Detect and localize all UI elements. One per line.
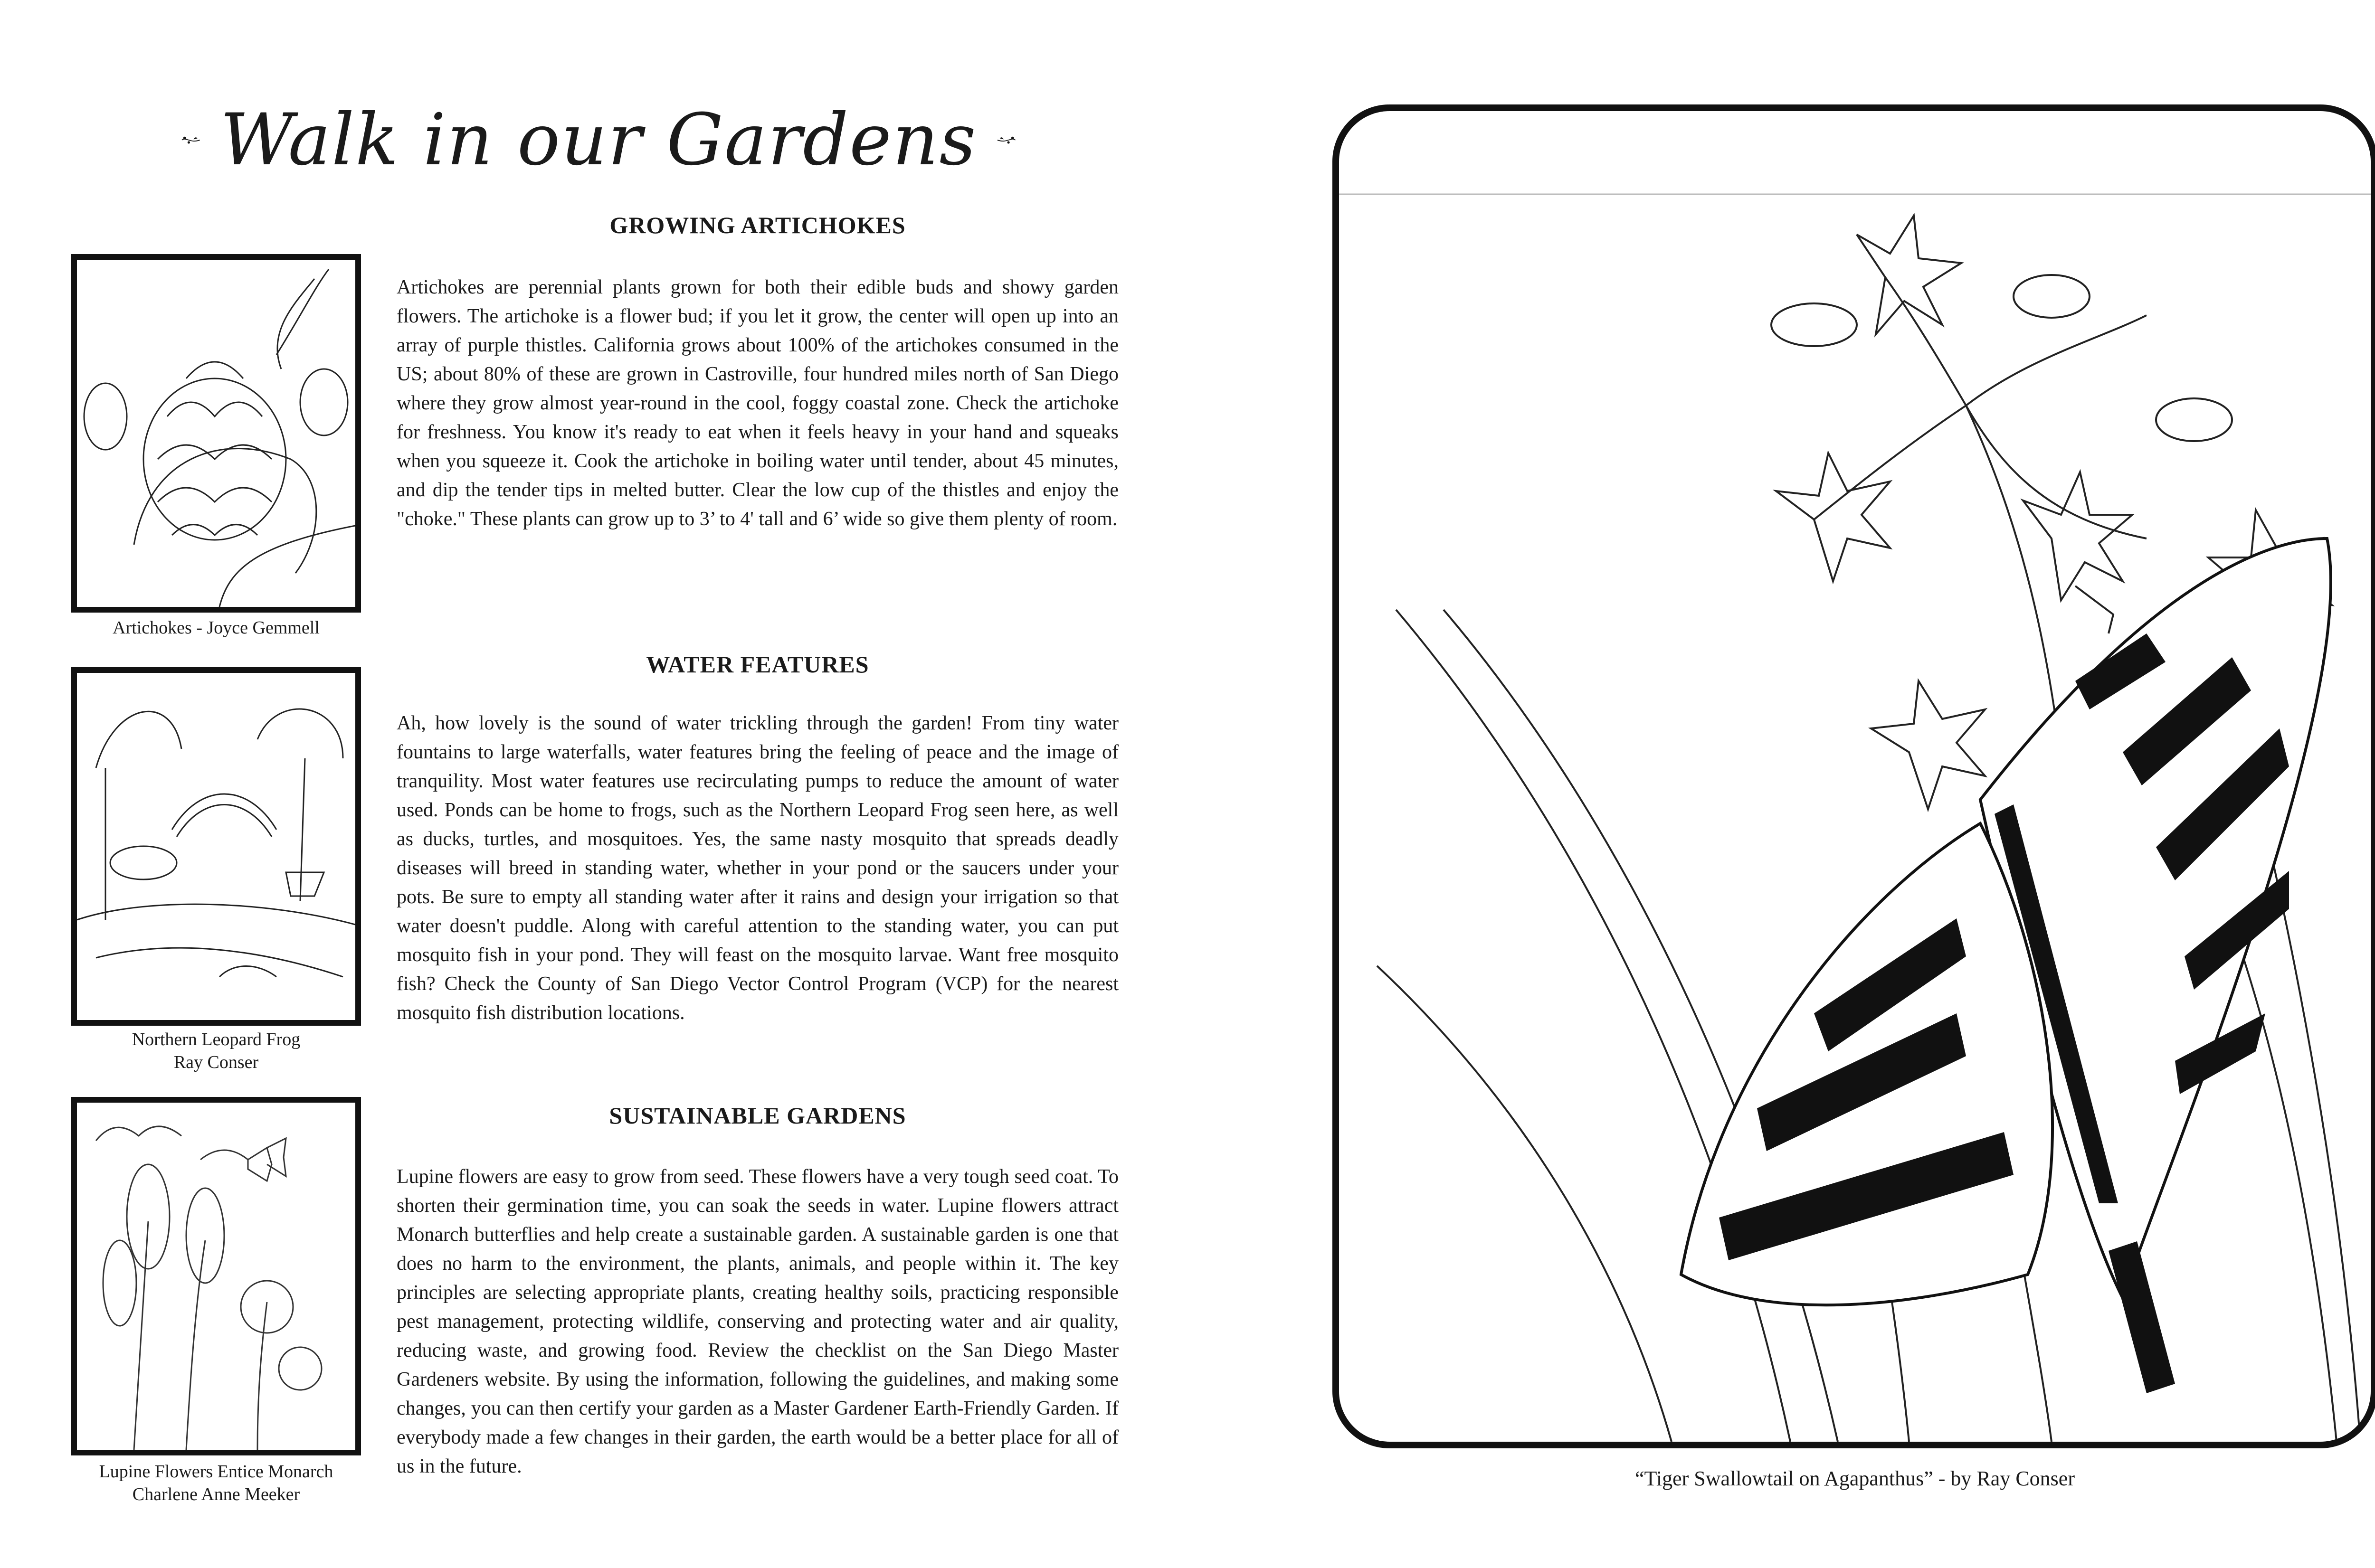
frog-pond-illustration [71,667,361,1026]
artichoke-illustration [71,254,361,613]
artichokes-paragraph: Artichokes are perennial plants grown for both their edible buds and showy garden flowers. The artichoke is a flower bud; if you let it grow, the center will open up into an array of purple thistles. California grows about 100% of the artichokes consumed in the US; about 80% of these are grown in Castroville, four hundred miles north of San Diego where they grow almost year-round in the cool, foggy coastal zone. Check the artichoke for freshness. You know it's ready to eat when it feels heavy in your hand and squeaks when you squeeze it. Cook the artichoke in boiling water until tender, about 45 minutes, and dip the tender tips in melted butter. Clear the low cup of the thistles and enjoy the "choke." These plants can grow up to 3’ to 4' tall and 6’ wide so give them plenty of room. [397,276,1119,530]
heading-sustainable-gardens: SUSTAINABLE GARDENS [609,1102,906,1129]
lupine-caption-artist: Charlene Anne Meeker [132,1484,300,1504]
left-flourish-icon [180,119,201,161]
right-flourish-icon [996,119,1016,161]
page-title-text: Walk in our Gardens [220,99,977,181]
feature-caption: “Tiger Swallowtail on Agapanthus” - by Ray Conser [1635,1467,2075,1490]
sustainable-gardens-paragraph: Lupine flowers are easy to grow from seed. These flowers have a very tough seed coat. To shorten their germination time, you can soak the seeds in water. Lupine flowers attract Monarch butterflies and help create a sustainable garden. A sustainable garden is one that does no harm to the environment, the plants, animals, and people within it. The key principles are selecting appropriate plants, creating healthy soils, practicing responsible pest management, protecting wildlife, conserving and protecting water and air quality, reducing waste, and growing food. Review the checklist on the San Diego Master Gardeners website. By using the information, following the guidelines, and making some changes, you can then certify your garden as a Master Gardener Earth-Friendly Garden. If everybody made a few changes in their garden, the earth would be a better place for all of us in the future. [397,1166,1119,1477]
swallowtail-illustration-frame [1332,104,2375,1448]
page-title [180,93,1016,188]
frog-caption-artist: Ray Conser [173,1052,259,1072]
heading-growing-artichokes: GROWING ARTICHOKES [609,212,906,238]
heading-water-features: WATER FEATURES [646,651,869,678]
lupine-illustration [71,1097,361,1455]
frog-caption-title: Northern Leopard Frog [132,1030,301,1049]
artichoke-caption: Artichokes - Joyce Gemmell [113,618,320,638]
water-features-paragraph: Ah, how lovely is the sound of water trickling through the garden! From tiny water fountains to large waterfalls, water features bring the feeling of peace and the image of tranquility. Most water features use recirculating pumps to reduce the amount of water used. Ponds can be home to frogs, such as the Northern Leopard Frog seen here, as well as ducks, turtles, and mosquitoes. Yes, the same nasty mosquito that spreads deadly diseases will breed in standing water, whether in your pond or the saucers under your pots. Be sure to empty all standing water after it rains and design your irrigation so that water doesn't puddle. Along with careful attention to the standing water, you can put mosquito fish in your pond. They will feast on the mosquito larvae. Want free mosquito fish? Check the County of San Diego Vector Control Program (VCP) for the nearest mosquito fish distribution locations. [397,712,1119,1024]
swallowtail-butterfly-drawing [1339,111,2371,1442]
lupine-caption-title: Lupine Flowers Entice Monarch [99,1462,333,1482]
